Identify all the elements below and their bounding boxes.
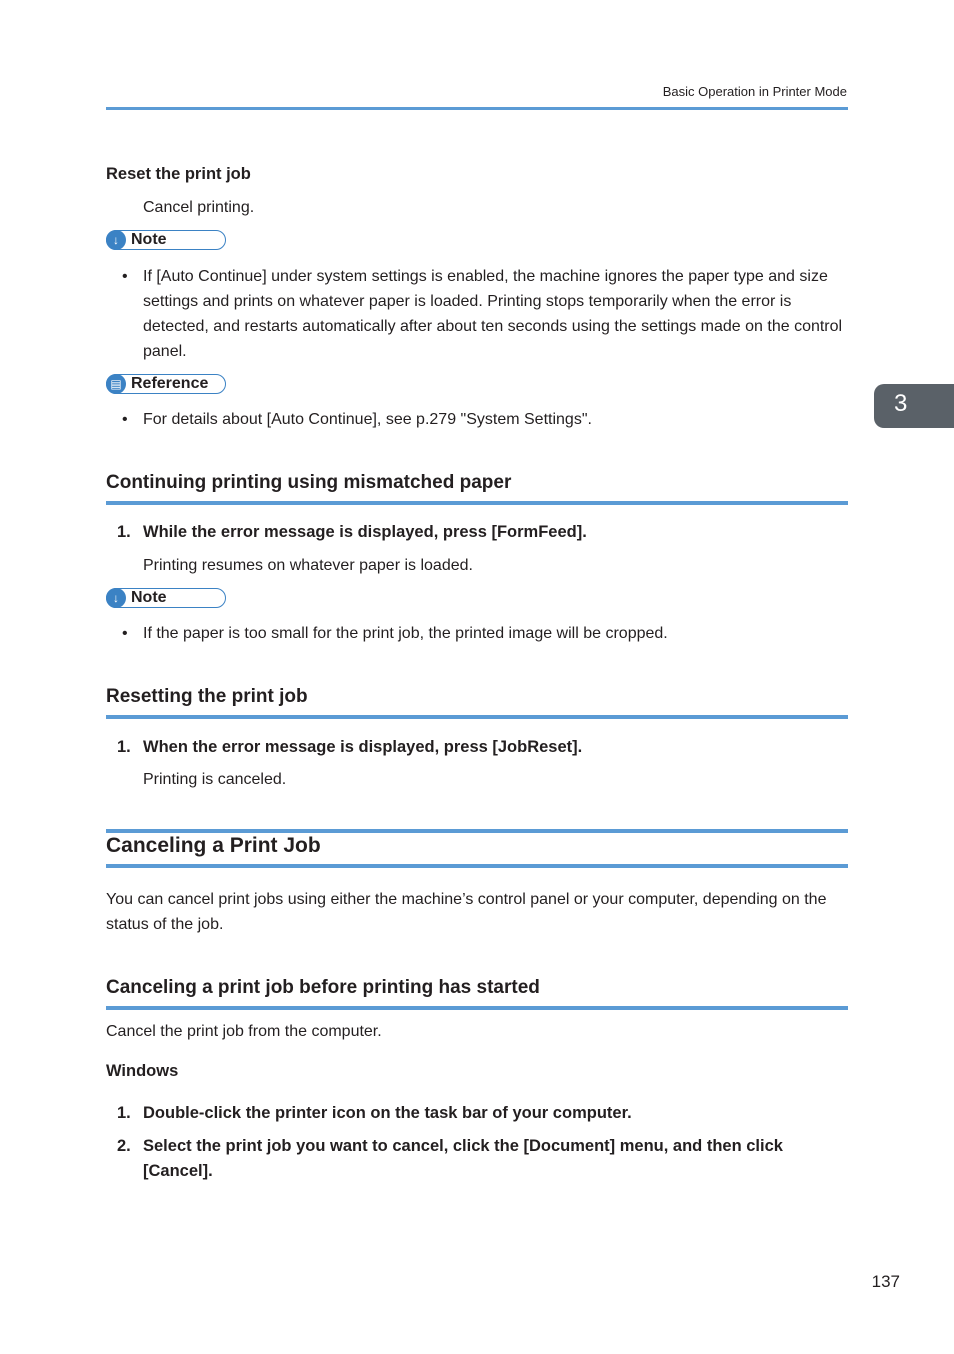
note-badge <box>106 230 226 250</box>
note-bullet-text: If the paper is too small for the print job, the printed image will be cropped. <box>143 625 668 642</box>
document-icon: ▤ <box>106 374 126 394</box>
term-description: Cancel printing. <box>143 199 255 216</box>
heading-rule <box>106 1006 848 1010</box>
running-header: Basic Operation in Printer Mode <box>662 84 847 99</box>
step-text: While the error message is displayed, press [FormFeed]. <box>143 523 587 541</box>
note-label: Note <box>131 589 167 606</box>
chapter-tab <box>874 384 954 428</box>
note-bullet-item <box>122 621 842 646</box>
arrow-down-icon: ↓ <box>106 588 126 608</box>
step-text: When the error message is displayed, press [JobReset]. <box>143 738 583 756</box>
note-bullet-item <box>122 264 842 364</box>
step-1 <box>117 520 827 545</box>
step-1 <box>117 1101 827 1126</box>
heading-bottom-rule <box>106 864 848 868</box>
step-number: 1. <box>117 738 131 756</box>
reference-badge <box>106 374 226 394</box>
heading-resetting: Resetting the print job <box>106 686 308 707</box>
step-1 <box>117 735 827 760</box>
heading-mismatched-paper: Continuing printing using mismatched paper <box>106 472 512 493</box>
subheading-windows: Windows <box>106 1062 179 1080</box>
section-intro: You can cancel print jobs using either the machine’s control panel or your computer, depending on the status of the job. <box>106 891 827 933</box>
step-text: Select the print job you want to cancel, click the [Document] menu, and then click [Cancel]. <box>143 1137 783 1180</box>
heading-top-rule <box>106 829 848 833</box>
bullet: • <box>122 411 128 428</box>
bullet: • <box>122 625 128 642</box>
heading-rule <box>106 715 848 719</box>
reference-bullet-item <box>122 407 842 432</box>
arrow-down-icon: ↓ <box>106 230 126 250</box>
step-result: Printing resumes on whatever paper is loaded. <box>143 557 473 574</box>
heading-canceling: Canceling a Print Job <box>106 834 321 857</box>
header-rule <box>106 107 848 110</box>
heading-before-printing: Canceling a print job before printing has started <box>106 977 540 998</box>
step-number: 1. <box>117 523 131 541</box>
step-number: 2. <box>117 1137 131 1155</box>
step-2 <box>117 1134 827 1184</box>
chapter-number: 3 <box>894 390 908 417</box>
term-reset-print-job: Reset the print job <box>106 165 251 183</box>
bullet: • <box>122 268 128 285</box>
section-intro: Cancel the print job from the computer. <box>106 1023 382 1040</box>
page-number: 137 <box>871 1272 900 1291</box>
step-result: Printing is canceled. <box>143 771 287 788</box>
reference-label: Reference <box>131 375 209 392</box>
heading-rule <box>106 501 848 505</box>
step-number: 1. <box>117 1104 131 1122</box>
note-badge <box>106 588 226 608</box>
note-label: Note <box>131 231 167 248</box>
note-bullet-text: If [Auto Continue] under system settings is enabled, the machine ignores the paper type and size settings and prints on whatever paper is loaded. Printing stops temporarily when the error is detected, and restarts automatically after about ten seconds using the settings made on the control panel. <box>143 268 843 360</box>
reference-bullet-text: For details about [Auto Continue], see p.279 "System Settings". <box>143 411 592 428</box>
step-text: Double-click the printer icon on the task bar of your computer. <box>143 1104 632 1122</box>
